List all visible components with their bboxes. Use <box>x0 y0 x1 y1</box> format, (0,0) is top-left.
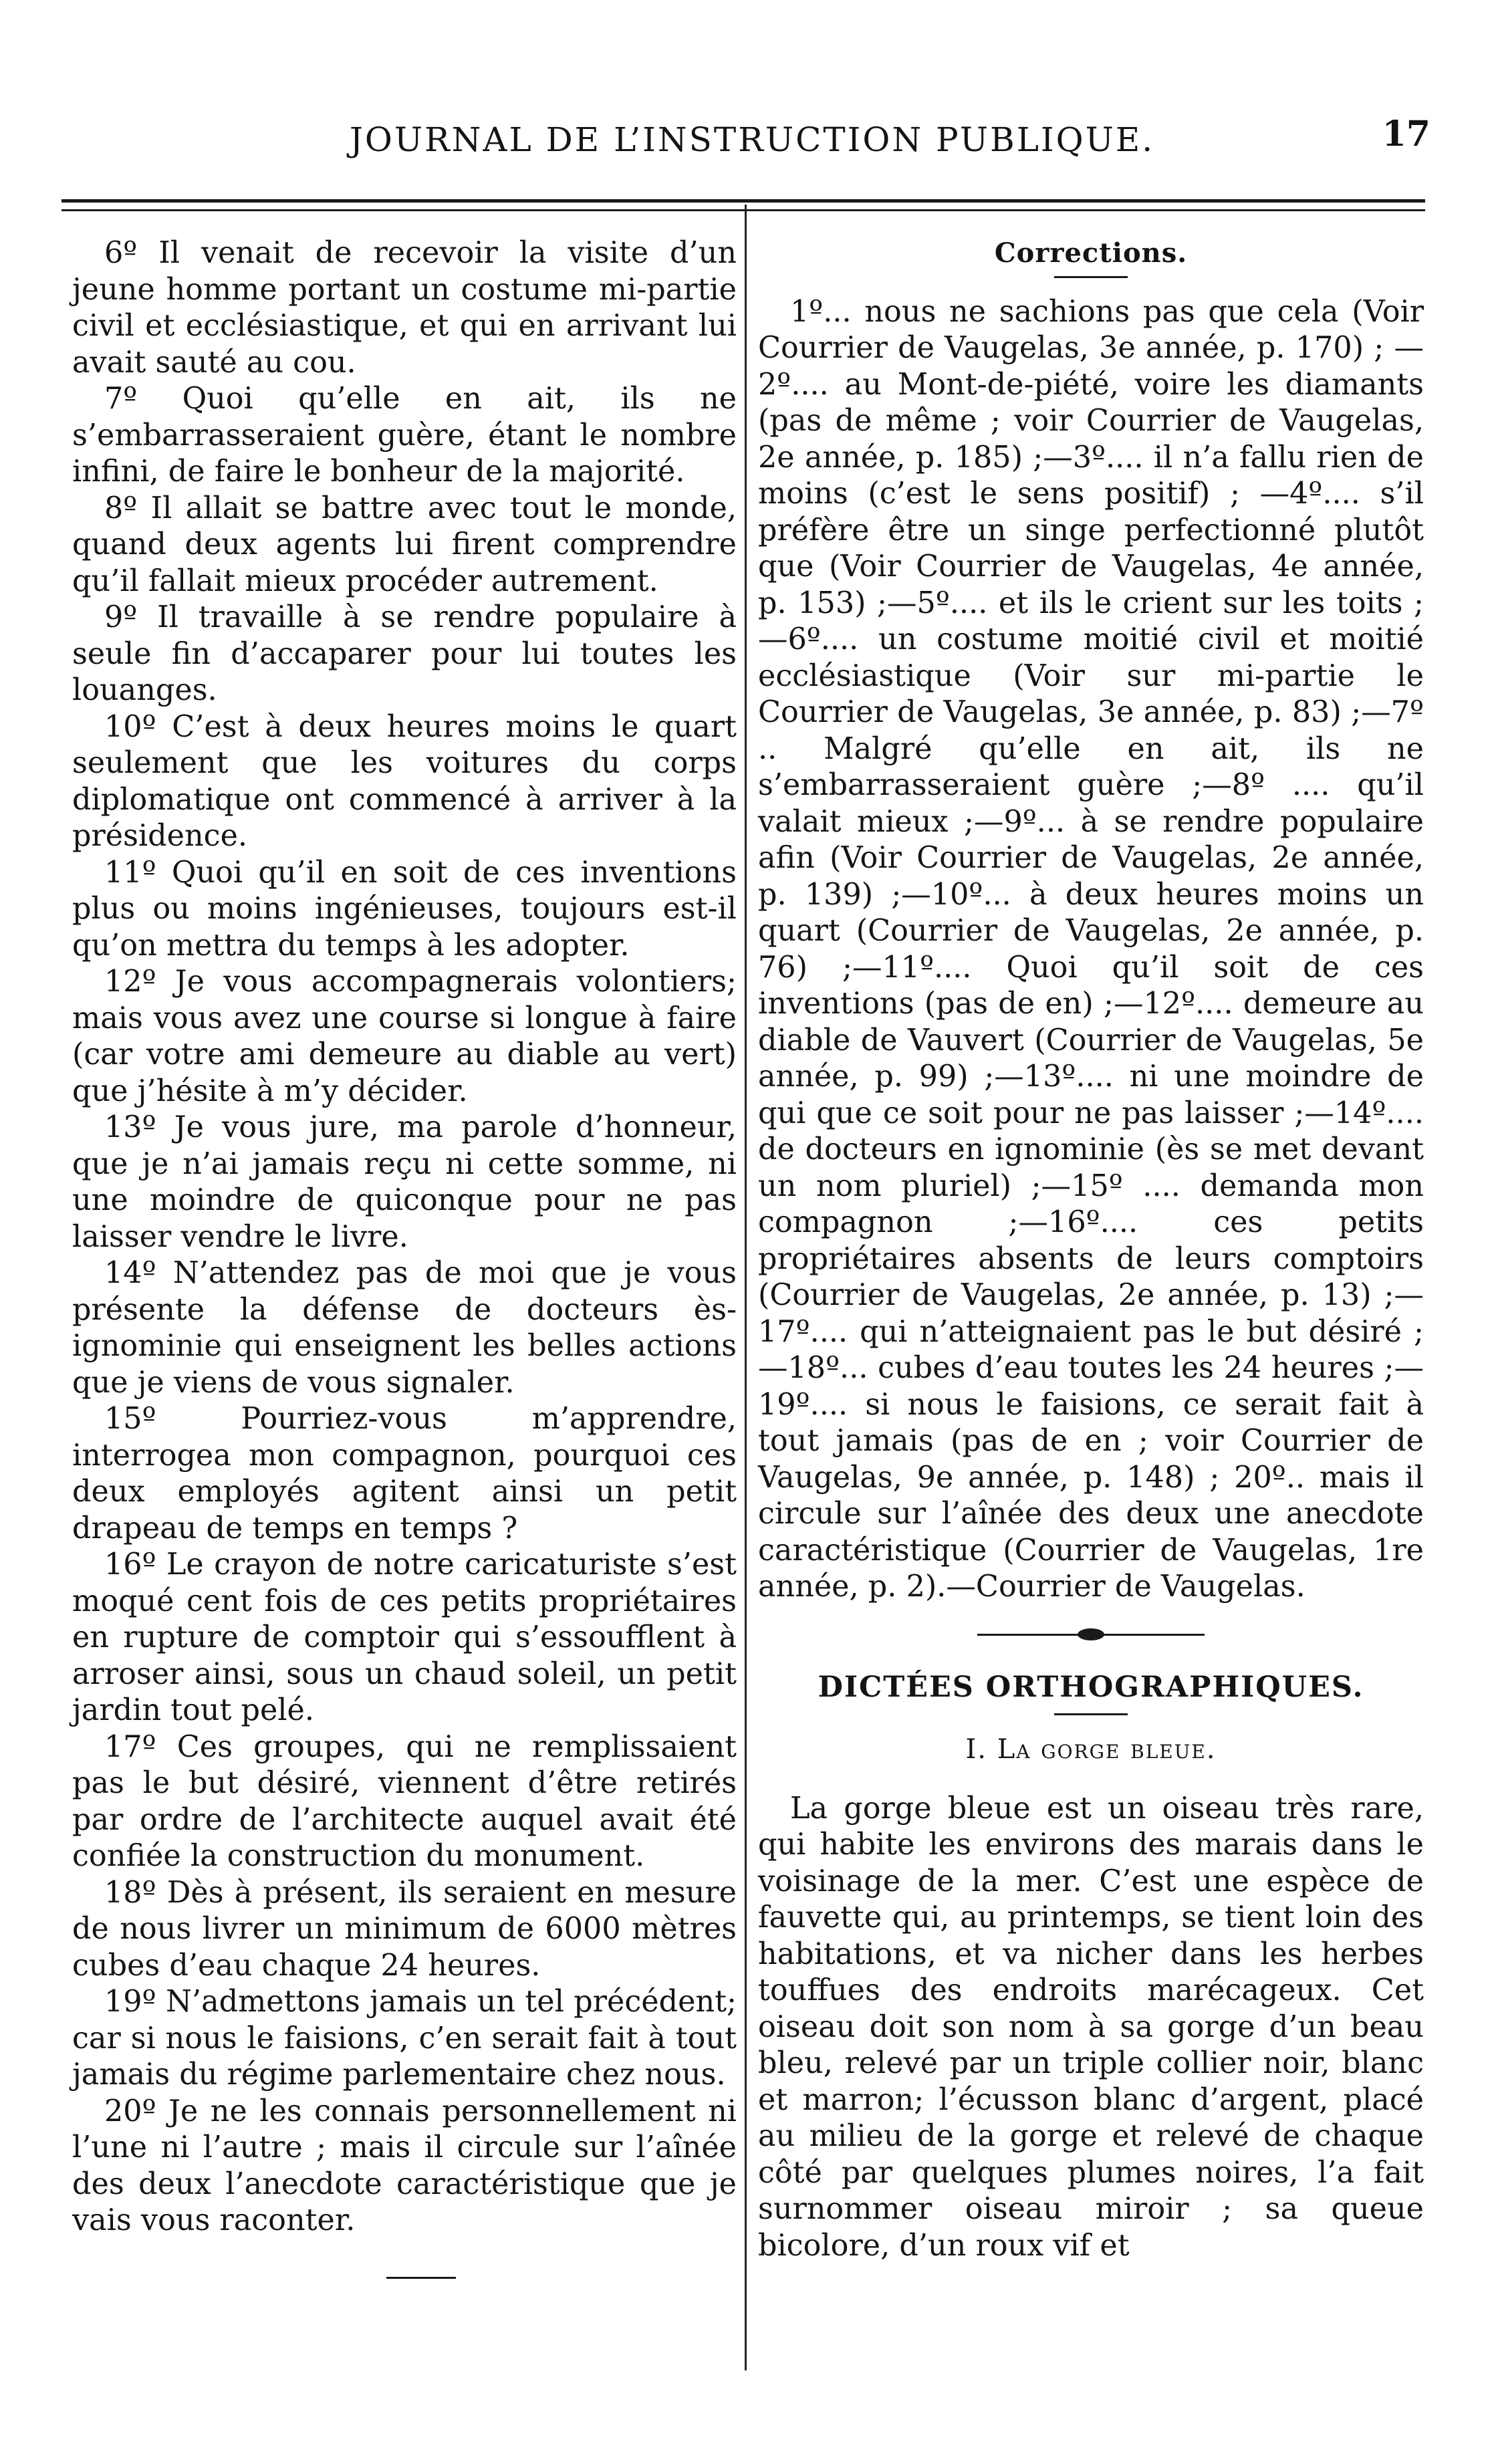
sentence-10: 10º C’est à deux heures moins le quart seulement que les voitures du corps diplomatique ont commencé à arriver à la présidence. <box>72 709 737 853</box>
corrections-rule <box>1054 276 1128 278</box>
sentence-16: 16º Le crayon de notre caricaturiste s’est moqué cent fois de ces petits propriétaires en rupture de comptoir qui s’essoufflent à arroser ainsi, sous un chaud soleil, un petit jardin tout pelé. <box>72 1548 737 1727</box>
sentence-8: 8º Il allait se battre avec tout le monde, quand deux agents lui firent comprendre qu’il fallait mieux procéder autrement. <box>72 491 737 598</box>
sentence-18: 18º Dès à présent, ils seraient en mesure de nous livrer un minimum de 6000 mètres cubes d’eau chaque 24 heures. <box>72 1875 737 1983</box>
sentence-11: 11º Quoi qu’il en soit de ces inventions plus ou moins ingénieuses, toujours est-il qu’on mettra du temps à les adopter. <box>72 855 737 963</box>
running-title: JOURNAL DE L’INSTRUCTION PUBLIQUE. <box>349 120 1155 159</box>
page-number: 17 <box>1382 114 1430 154</box>
end-rule <box>386 2277 456 2279</box>
sentence-9: 9º Il travaille à se rendre populaire à seule fin d’accaparer pour lui toutes les louanges. <box>72 600 737 707</box>
corrections-heading: Corrections. <box>994 237 1188 269</box>
sentence-7: 7º Quoi qu’elle en ait, ils ne s’embarrasseraient guère, étant le nombre infini, de faire le bonheur de la majorité. <box>72 382 737 489</box>
sentence-12: 12º Je vous accompagnerais volontiers; mais vous avez une course si longue à faire (car votre ami demeure au diable au vert) que j’hésite à m’y décider. <box>72 965 737 1108</box>
dictation-rule <box>1054 1713 1128 1715</box>
sentence-13: 13º Je vous jure, ma parole d’honneur, que je n’ai jamais reçu ni cette somme, ni une moindre de quiconque pour ne pas laisser vendre le livre. <box>72 1110 737 1254</box>
sentence-6: 6º Il venait de recevoir la visite d’un jeune homme portant un costume mi-partie civil et ecclésiastique, et qui en arrivant lui avait sauté au cou. <box>72 236 737 380</box>
sentence-15: 15º Pourriez-vous m’apprendre, interrogea mon compagnon, pourquoi ces deux employés agitent ainsi un petit drapeau de temps en temps ? <box>72 1402 737 1546</box>
sentence-20: 20º Je ne les connais personnellement ni l’une ni l’autre ; mais il circule sur l’aînée des deux l’anecdote caractéristique que je vais vous raconter. <box>72 2094 737 2237</box>
dictation-text: La gorge bleue est un oiseau très rare, qui habite les environs des marais dans le voisinage de la mer. C’est une espèce de fauvette qui, au printemps, se tient loin des habitations, et va nicher dans les herbes touffues des endroits marécageux. Cet oiseau doit son nom à sa gorge d’un beau bleu, relevé par un triple collier noir, blanc et marron; l’écusson blanc d’argent, placé au milieu de la gorge et relevé de chaque côté par quelques plumes noires, l’a fait surnommer oiseau miroir ; sa queue bicolore, d’un roux vif et <box>758 1791 1424 2263</box>
sentence-17: 17º Ces groupes, qui ne remplissaient pas le but désiré, viennent d’être retirés par ordre de l’architecte auquel avait été confiée la construction du monument. <box>72 1729 737 1873</box>
dictation-subtitle: I. La gorge bleue. <box>965 1734 1217 1765</box>
section-ornament <box>977 1634 1205 1636</box>
sentence-19: 19º N’admettons jamais un tel précédent; car si nous le faisions, c’en serait fait à tout jamais du régime parlementaire chez nous. <box>72 1985 737 2092</box>
left-column <box>72 235 737 2279</box>
dictation-heading: DICTÉES ORTHOGRAPHIQUES. <box>818 1670 1364 1704</box>
column-divider <box>745 205 747 2370</box>
header-rule-secondary <box>61 209 1425 211</box>
page-header <box>74 107 1430 167</box>
sentence-14: 14º N’attendez pas de moi que je vous présente la défense de docteurs ès-ignominie qui enseignent les belles actions que je viens de vous signaler. <box>72 1256 737 1400</box>
header-rule <box>61 199 1425 203</box>
right-column <box>758 235 1424 2264</box>
corrections-text: 1º... nous ne sachions pas que cela (Voir Courrier de Vaugelas, 3e année, p. 170) ; —2º.... au Mont-de-piété, voire les diamants (pas de même ; voir Courrier de Vaugelas, 2e année, p. 185) ;—3º.... il n’a fallu rien de moins (c’est le sens positif) ; —4º.... s’il préfère être un singe perfectionné plutôt que (Voir Courrier de Vaugelas, 4e année, p. 153) ;—5º.... et ils le crient sur les toits ;—6º.... un costume moitié civil et moitié ecclésiastique (Voir sur mi-partie le Courrier de Vaugelas, 3e année, p. 83) ;—7º .. Malgré qu’elle en ait, ils ne s’embarrasseraient guère ;—8º .... qu’il valait mieux ;—9º... à se rendre populaire afin (Voir Courrier de Vaugelas, 2e année, p. 139) ;—10º... à deux heures moins un quart (Courrier de Vaugelas, 2e année, p. 76) ;—11º.... Quoi qu’il soit de ces inventions (pas de en) ;—12º.... demeure au diable de Vauvert (Courrier de Vaugelas, 5e année, p. 99) ;—13º.... ni une moindre de qui que ce soit pour ne pas laisser ;—14º.... de docteurs en ignominie (ès se met devant un nom pluriel) ;—15º .... demanda mon compagnon ;—16º.... ces petits propriétaires absents de leurs comptoirs (Courrier de Vaugelas, 2e année, p. 13) ;—17º.... qui n’atteignaient pas le but désiré ;—18º... cubes d’eau toutes les 24 heures ;—19º.... si nous le faisions, ce serait fait à tout jamais (pas de en ; voir Courrier de Vaugelas, 9e année, p. 148) ; 20º.. mais il circule sur l’aînée des deux une anecdote caractéristique (Courrier de Vaugelas, 1re année, p. 2).—Courrier de Vaugelas. <box>758 294 1424 1604</box>
